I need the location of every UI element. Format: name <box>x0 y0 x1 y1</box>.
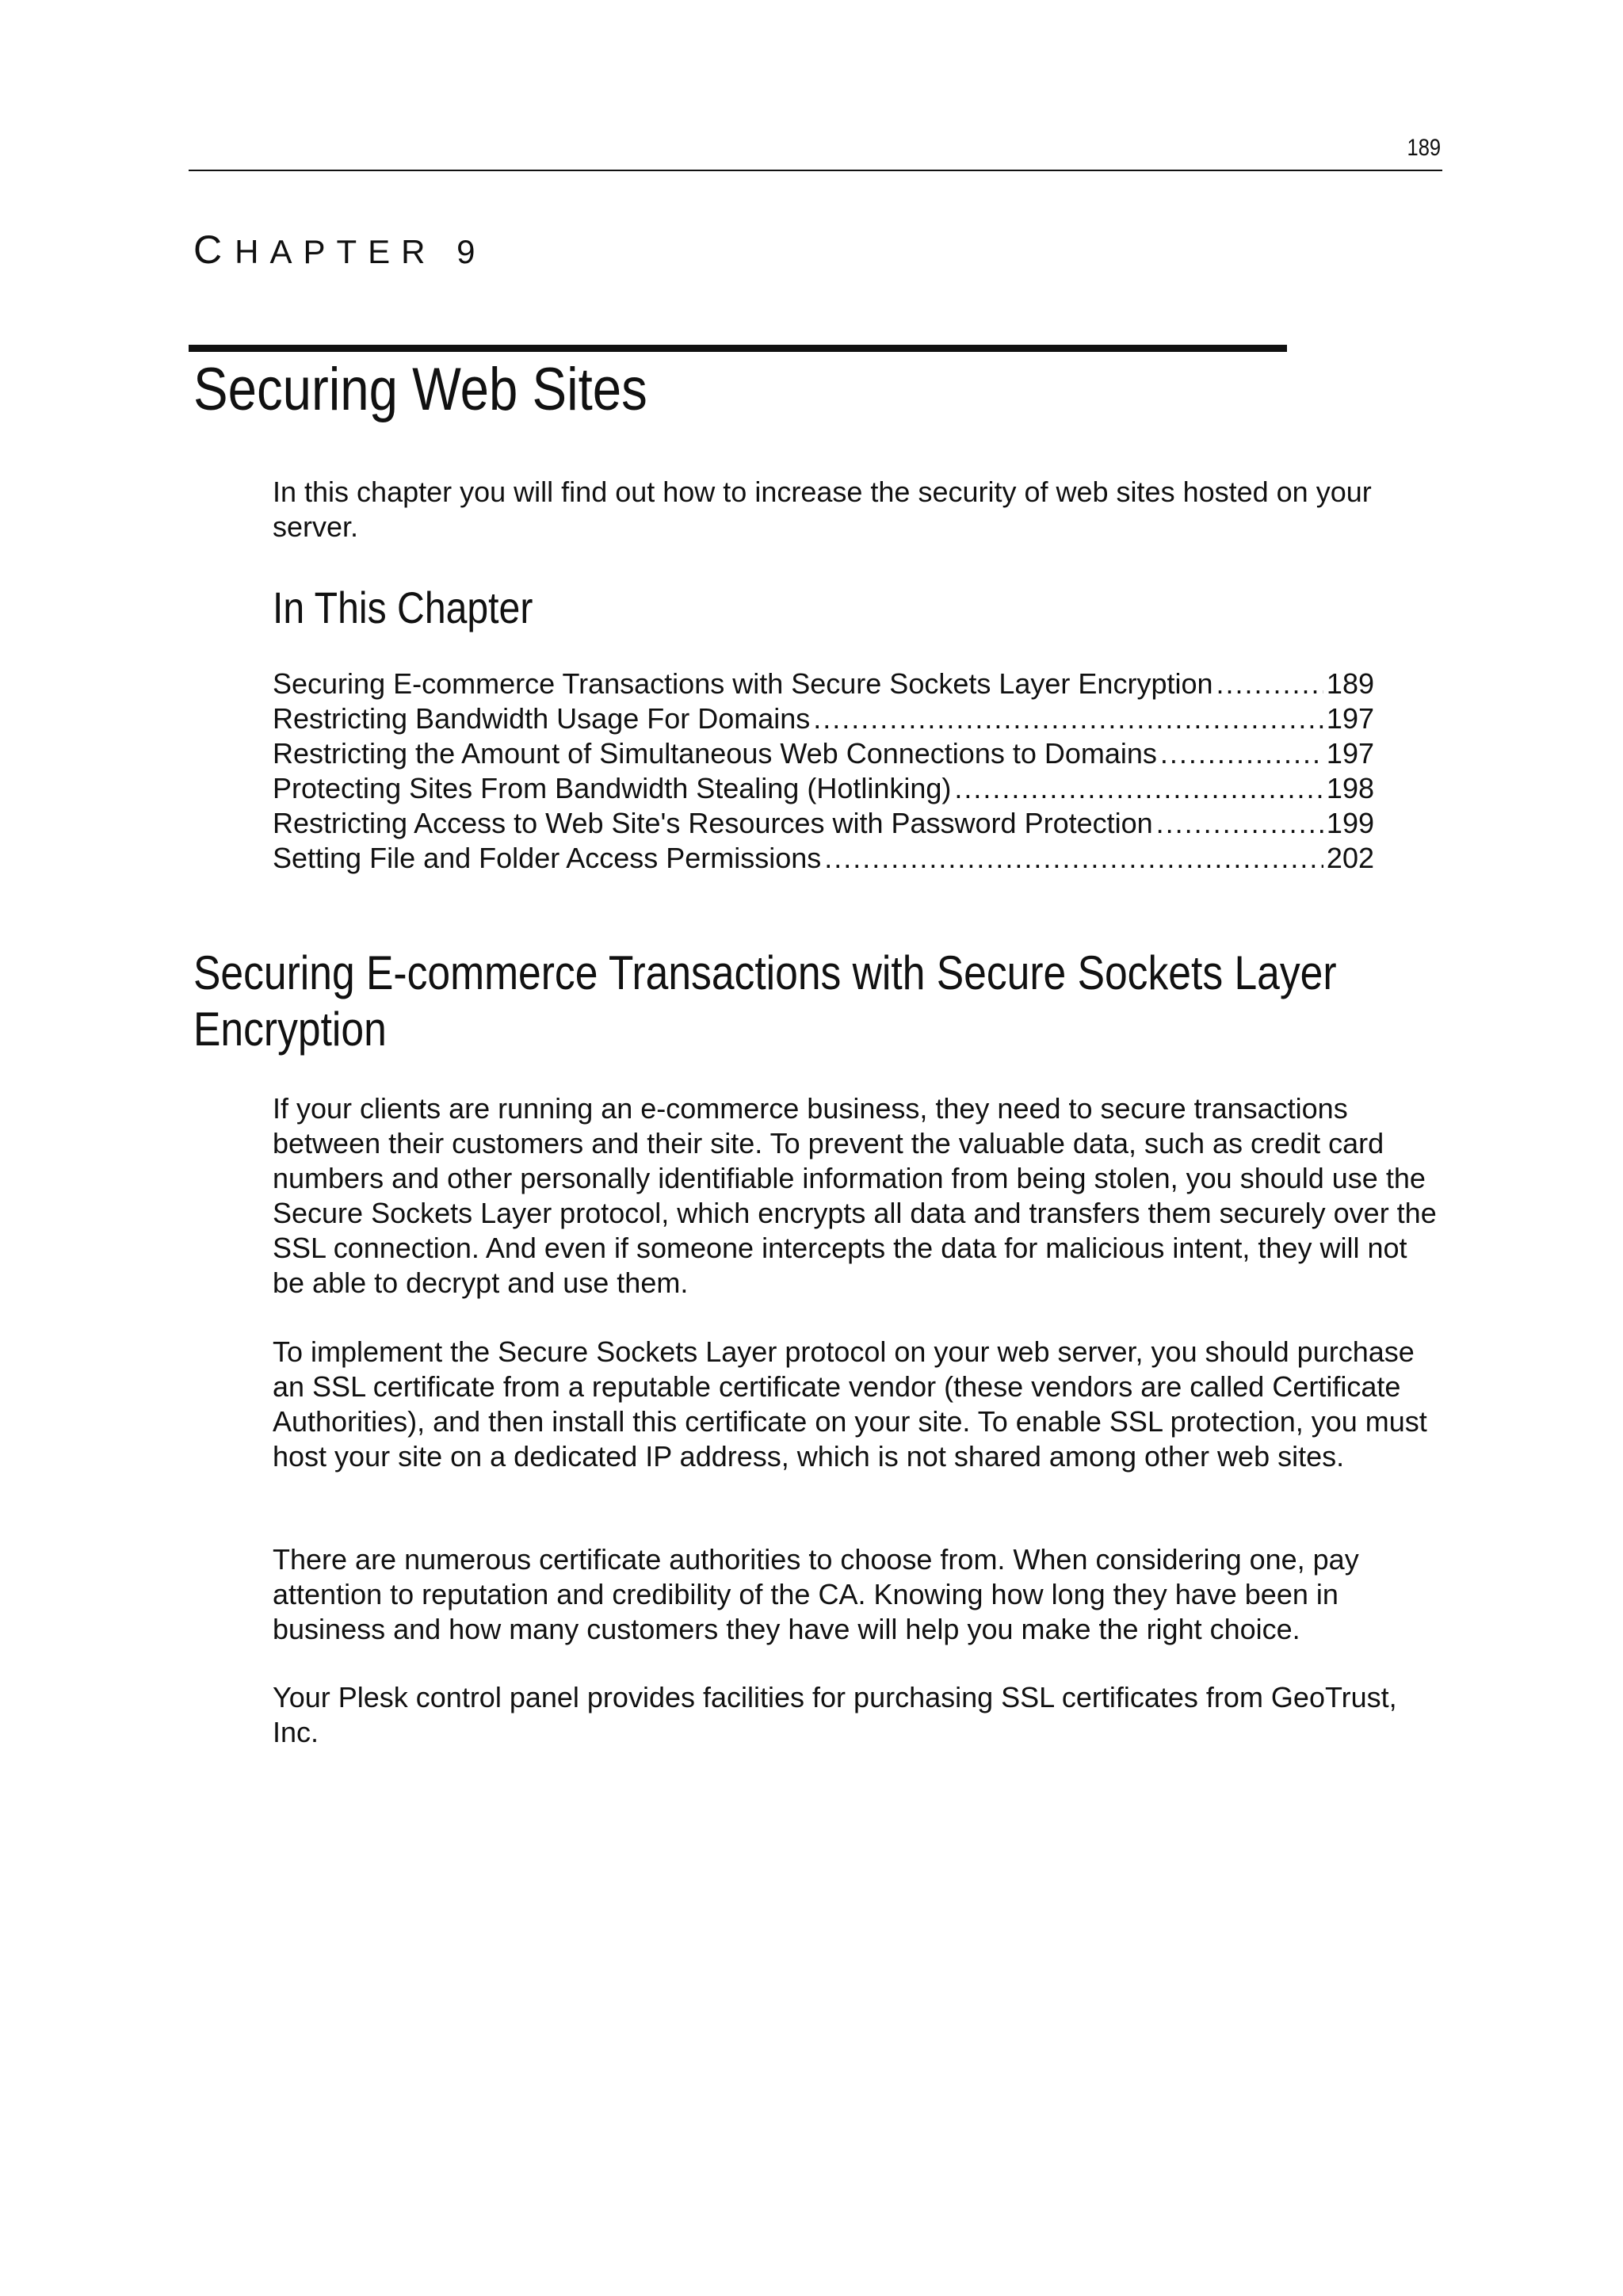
toc-entry[interactable] <box>273 736 1374 771</box>
section-paragraph: Your Plesk control panel provides facilities for purchasing SSL certificates from GeoTrust, Inc. <box>273 1681 1397 1748</box>
toc-entry-page: 199 <box>1326 807 1374 839</box>
section-paragraph: To implement the Secure Sockets Layer protocol on your web server, you should purchase an SSL certificate from a reputable certificate vendor (these vendors are called Certificate Authorities), and then install this certificate on your site. To enable SSL protection, you must host your site on a dedicated IP address, which is not shared among other web sites. <box>273 1335 1427 1473</box>
toc-entry-page: 202 <box>1326 842 1374 874</box>
chapter-label <box>193 227 487 273</box>
toc-entry-page: 197 <box>1326 702 1374 735</box>
header-rule <box>189 170 1442 171</box>
chapter-number: 9 <box>456 233 487 270</box>
chapter-title: Securing Web Sites <box>193 356 647 423</box>
toc-leader-dots <box>824 841 1323 876</box>
table-of-contents <box>273 667 1374 876</box>
section-heading-line-2: Encryption <box>193 1003 387 1056</box>
toc-entry-title: Restricting Bandwidth Usage For Domains <box>273 702 811 735</box>
page-number: 189 <box>1407 135 1441 161</box>
toc-entry-page: 197 <box>1326 737 1374 770</box>
in-this-chapter-heading: In This Chapter <box>273 583 533 632</box>
toc-entry[interactable] <box>273 667 1374 701</box>
chapter-intro: In this chapter you will find out how to increase the security of web sites hosted on your server. <box>273 476 1372 543</box>
toc-leader-dots <box>813 701 1323 736</box>
section-paragraph: There are numerous certificate authorities to choose from. When considering one, pay attention to reputation and credibility of the CA. Knowing how long they have been in business and how many customers they have will help you make the right choice. <box>273 1543 1359 1645</box>
toc-entry-title: Restricting the Amount of Simultaneous Web Connections to Domains <box>273 737 1157 770</box>
toc-entry-page: 198 <box>1326 772 1374 804</box>
toc-entry-page: 189 <box>1326 667 1374 700</box>
chapter-label-initial: C <box>193 227 235 272</box>
chapter-label-word: HAPTER <box>235 233 437 270</box>
toc-leader-dots <box>954 771 1323 806</box>
toc-entry-title: Securing E-commerce Transactions with Secure Sockets Layer Encryption <box>273 667 1213 700</box>
toc-leader-dots <box>1216 667 1323 701</box>
toc-entry[interactable] <box>273 701 1374 736</box>
toc-entry-title: Protecting Sites From Bandwidth Stealing (Hotlinking) <box>273 772 952 804</box>
toc-entry-title: Restricting Access to Web Site's Resources with Password Protection <box>273 807 1153 839</box>
section-paragraph: If your clients are running an e-commerce business, they need to secure transactions between their customers and their site. To prevent the valuable data, such as credit card numbers and other personally identifiable information from being stolen, you should use the Secure Sockets Layer protocol, which encrypts all data and transfers them securely over the SSL connection. And even if someone intercepts the data for malicious intent, they will not be able to decrypt and use them. <box>273 1092 1437 1299</box>
section-heading <box>193 945 1420 1057</box>
toc-entry[interactable] <box>273 771 1374 806</box>
toc-entry[interactable] <box>273 841 1374 876</box>
section-heading-line-1: Securing E-commerce Transactions with Secure Sockets Layer <box>193 946 1337 999</box>
toc-entry[interactable] <box>273 806 1374 841</box>
chapter-rule <box>189 345 1287 352</box>
toc-leader-dots <box>1156 806 1323 841</box>
toc-entry-title: Setting File and Folder Access Permissions <box>273 842 822 874</box>
toc-leader-dots <box>1160 736 1323 771</box>
